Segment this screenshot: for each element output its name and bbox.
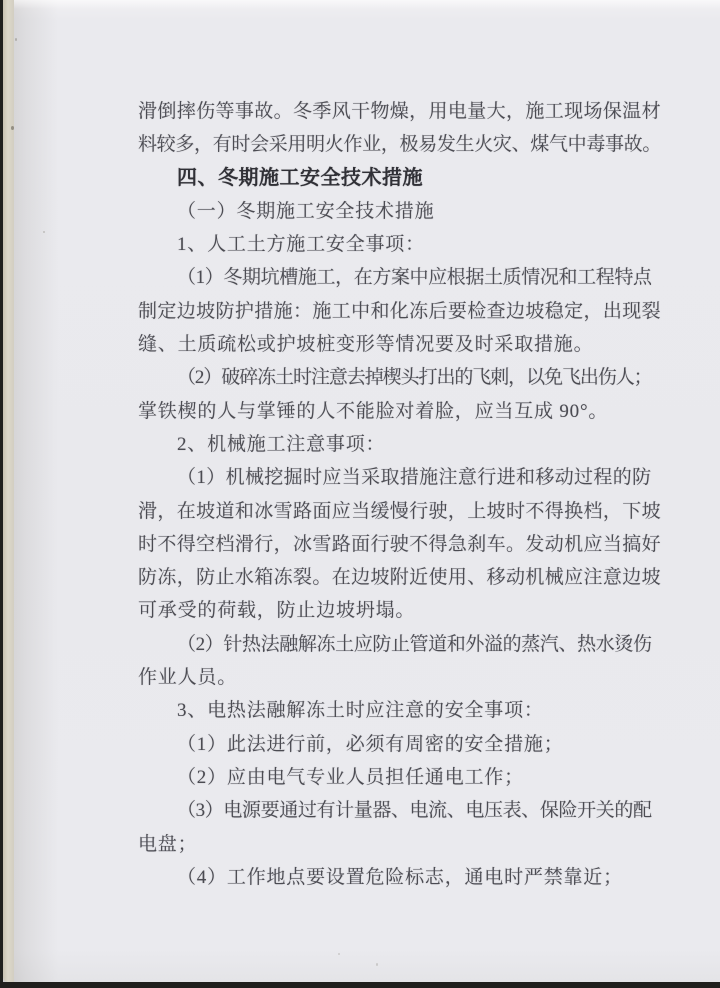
text-line: 1、人工土方施工安全事项： [177,234,425,256]
scan-speck [617,108,619,110]
text-line: 掌铁楔的人与掌锤的人不能脸对着脸，应当互成 90°。 [138,400,609,422]
text-line: 作业人员。 [138,667,238,689]
text-line: 滑倒摔伤等事故。冬季风干物燥，用电量大，施工现场保温材 [138,101,661,122]
text-line: （1）冬期坑槽施工，在方案中应根据土质情况和工程特点 [177,267,652,289]
scan-speck [338,953,340,955]
text-line: 2、机械施工注意事项： [177,433,386,455]
scan-speck [376,963,378,966]
text-line: 料较多，有时会采用明火作业，极易发生火灾、煤气中毒事故。 [138,134,662,156]
text-line: 滑，在坡道和冰雪路面应当缓慢行驶，上坡时不得换档，下坡 [138,500,661,522]
scan-speck [15,38,17,41]
scan-border-bottom [0,982,720,988]
text-line: （2）应由电气专业人员担任通电工作； [177,766,524,788]
scan-speck [11,126,14,130]
text-line: 制定边坡防护措施：施工中和化冻后要检查边坡稳定，出现裂 [138,300,661,322]
section-heading: 四、冬期施工安全技术措施 [177,166,423,189]
text-line: （2）破碎冻土时注意去掉楔头打出的飞刺，以免飞出伤人； [177,367,652,389]
text-line: （1）此法进行前，必须有周密的安全措施； [177,733,564,755]
text-line: 可承受的荷载，防止边坡坍塌。 [138,600,416,622]
text-line: （1）机械挖掘时应当采取措施注意行进和移动过程的防 [177,467,652,489]
text-line: 3、电热法融解冻土时应注意的安全事项： [177,700,544,722]
text-line: （3）电源要通过有计量器、电流、电压表、保险开关的配 [177,800,652,822]
text-line: 时不得空档滑行，冰雪路面行驶不得急刹车。发动机应当搞好 [138,533,661,555]
scan-speck [43,231,45,233]
text-line: （4）工作地点要设置危险标志，通电时严禁靠近； [177,866,623,888]
paper-edge-left [3,0,14,982]
text-line: 防冻，防止水箱冻裂。在边坡附近使用、移动机械应注意边坡 [138,567,661,589]
text-line: 缝、土质疏松或护坡桩变形等情况要及时采取措施。 [138,334,594,356]
paper-edge-top-highlight [14,0,720,9]
document-text [138,95,661,894]
text-line: （2）针热法融解冻土应防止管道和外溢的蒸汽、热水烫伤 [177,633,652,655]
text-line: （一）冬期施工安全技术措施 [177,200,435,222]
text-line: 电盘； [138,833,198,855]
